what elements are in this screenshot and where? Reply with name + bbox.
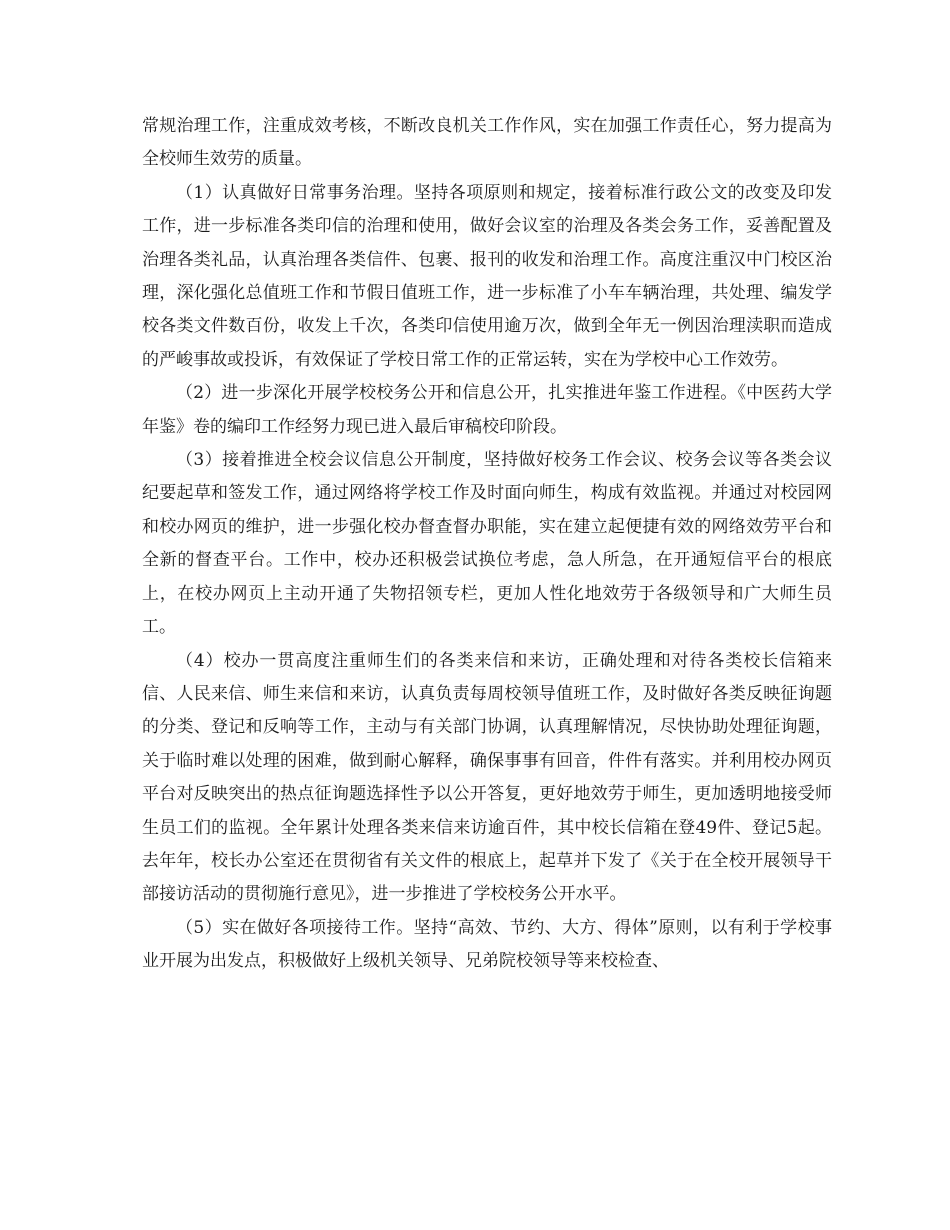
paragraph-item-2: （2）进一步深化开展学校校务公开和信息公开，扎实推进年鉴工作进程。《中医药大学年鉴》卷的编印工作经努力现已进入最后审稿校印阶段。: [142, 383, 832, 437]
paragraph-continuation: 常规治理工作，注重成效考核，不断改良机关工作作风，实在加强工作责任心，努力提高为全校师生效劳的质量。: [142, 116, 832, 170]
paragraph-item-5: （5）实在做好各项接待工作。坚持“高效、节约、大方、得体”原则，以有利于学校事业开展为出发点，积极做好上级机关领导、兄弟院校领导等来校检查、: [142, 917, 832, 972]
document-body: [142, 110, 832, 979]
paragraph-item-4: （4）校办一贯高度注重师生们的各类来信和来访，正确处理和对待各类校长信箱来信、人民来信、师生来信和来访，认真负责每周校领导值班工作，及时做好各类反映征询题的分类、登记和反响等工作，主动与有关部门协调，认真理解情况，尽快协助处理征询题，关于临时难以处理的困难，做到耐心解释，确保事事有回音，件件有落实。并利用校办网页平台对反映突出的热点征询题选择性予以公开答复，更好地效劳于师生，更加透明地接受师生员工们的监视。全年累计处理各类来信来访逾百件，其中校长信箱在登49件、登记5起。去年年，校长办公室还在贯彻省有关文件的根底上，起草并下发了《关于在全校开展领导干部接访活动的贯彻施行意见》，进一步推进了学校校务公开水平。: [142, 650, 832, 905]
paragraph-item-1: （1）认真做好日常事务治理。坚持各项原则和规定，接着标准行政公文的改变及印发工作，进一步标准各类印信的治理和使用，做好会议室的治理及各类会务工作，妥善配置及治理各类礼品，认真治理各类信件、包裹、报刊的收发和治理工作。高度注重汉中门校区治理，深化强化总值班工作和节假日值班工作，进一步标准了小车车辆治理，共处理、编发学校各类文件数百份，收发上千次，各类印信使用逾万次，做到全年无一例因治理渎职而造成的严峻事故或投诉，有效保证了学校日常工作的正常运转，实在为学校中心工作效劳。: [142, 182, 832, 370]
paragraph-item-3: （3）接着推进全校会议信息公开制度，坚持做好校务工作会议、校务会议等各类会议纪要起草和签发工作，通过网络将学校工作及时面向师生，构成有效监视。并通过对校园网和校办网页的维护，进一步强化校办督查督办职能，实在建立起便捷有效的网络效劳平台和全新的督查平台。工作中，校办还积极尝试换位考虑，急人所急，在开通短信平台的根底上，在校办网页上主动开通了失物招领专栏，更加人性化地效劳于各级领导和广大师生员工。: [142, 450, 832, 638]
